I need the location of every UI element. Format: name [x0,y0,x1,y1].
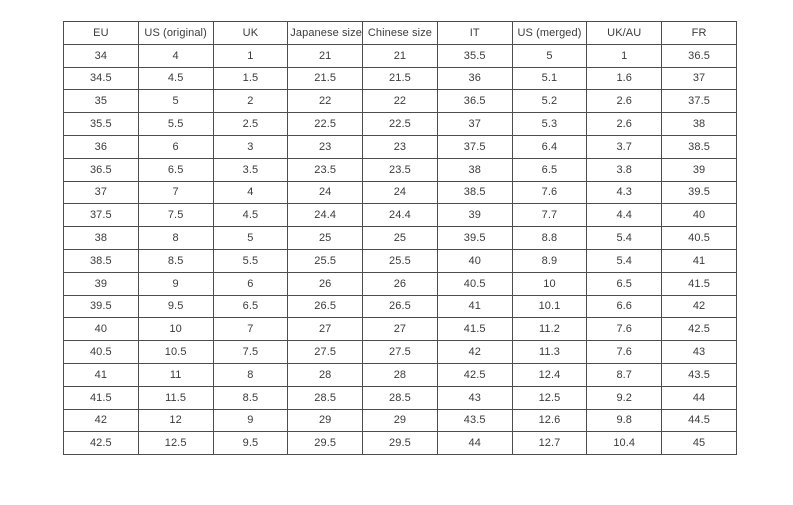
table-cell: 5.5 [138,113,213,136]
table-cell: 8 [138,227,213,250]
table-cell: 3.5 [213,158,288,181]
table-cell: 5.3 [512,113,587,136]
table-cell: 5 [512,44,587,67]
table-cell: 39 [437,204,512,227]
table-cell: 41 [64,363,139,386]
table-cell: 3.7 [587,135,662,158]
table-cell: 26.5 [363,295,438,318]
table-cell: 43 [662,341,737,364]
table-row [64,295,737,318]
table-cell: 39.5 [662,181,737,204]
table-cell: 41.5 [64,386,139,409]
table-cell: 40 [437,249,512,272]
table-cell: 35 [64,90,139,113]
table-cell: 6 [138,135,213,158]
table-cell: 27.5 [288,341,363,364]
table-cell: 21.5 [363,67,438,90]
table-row [64,341,737,364]
table-cell: 42.5 [64,432,139,455]
column-header: IT [437,22,512,45]
table-row [64,272,737,295]
table-cell: 4 [138,44,213,67]
table-cell: 40.5 [437,272,512,295]
table-cell: 40.5 [662,227,737,250]
table-cell: 8.5 [138,249,213,272]
table-cell: 38 [64,227,139,250]
table-cell: 21 [288,44,363,67]
table-cell: 9.2 [587,386,662,409]
table-cell: 6.4 [512,135,587,158]
table-cell: 38.5 [662,135,737,158]
table-cell: 39 [64,272,139,295]
table-cell: 34.5 [64,67,139,90]
table-cell: 34 [64,44,139,67]
table-row [64,44,737,67]
table-row [64,135,737,158]
table-cell: 1 [213,44,288,67]
table-cell: 22.5 [363,113,438,136]
table-cell: 36 [437,67,512,90]
table-cell: 43.5 [437,409,512,432]
table-cell: 44 [662,386,737,409]
table-cell: 5.4 [587,249,662,272]
table-cell: 39.5 [437,227,512,250]
table-row [64,204,737,227]
table-cell: 25 [288,227,363,250]
table-cell: 5 [138,90,213,113]
table-cell: 10 [138,318,213,341]
table-cell: 42.5 [437,363,512,386]
table-cell: 24.4 [363,204,438,227]
table-cell: 8.8 [512,227,587,250]
table-cell: 2.5 [213,113,288,136]
table-cell: 9 [213,409,288,432]
table-cell: 6.5 [587,272,662,295]
table-cell: 6.6 [587,295,662,318]
table-cell: 24.4 [288,204,363,227]
table-cell: 26 [363,272,438,295]
table-cell: 38.5 [437,181,512,204]
table-cell: 1.6 [587,67,662,90]
table-cell: 29.5 [363,432,438,455]
table-cell: 40.5 [64,341,139,364]
table-cell: 43 [437,386,512,409]
table-row [64,409,737,432]
header-row [64,22,737,45]
table-cell: 36 [64,135,139,158]
table-row [64,90,737,113]
table-cell: 12.5 [512,386,587,409]
table-cell: 29.5 [288,432,363,455]
table-cell: 42 [437,341,512,364]
table-cell: 3 [213,135,288,158]
table-cell: 41.5 [437,318,512,341]
table-cell: 5.1 [512,67,587,90]
table-cell: 2 [213,90,288,113]
table-cell: 25.5 [288,249,363,272]
table-cell: 9.5 [138,295,213,318]
column-header: EU [64,22,139,45]
table-cell: 11 [138,363,213,386]
table-cell: 6.5 [512,158,587,181]
table-cell: 4.5 [213,204,288,227]
table-cell: 8.7 [587,363,662,386]
table-cell: 44.5 [662,409,737,432]
table-cell: 36.5 [662,44,737,67]
table-cell: 7 [213,318,288,341]
table-cell: 28.5 [288,386,363,409]
table-row [64,249,737,272]
column-header: FR [662,22,737,45]
table-cell: 22 [288,90,363,113]
table-cell: 40 [662,204,737,227]
table-cell: 12.5 [138,432,213,455]
table-cell: 39.5 [64,295,139,318]
table-cell: 22 [363,90,438,113]
table-cell: 2.6 [587,90,662,113]
table-cell: 43.5 [662,363,737,386]
table-row [64,432,737,455]
table-cell: 12.6 [512,409,587,432]
table-cell: 39 [662,158,737,181]
table-cell: 41.5 [662,272,737,295]
table-cell: 21.5 [288,67,363,90]
table-row [64,158,737,181]
table-cell: 23.5 [363,158,438,181]
table-cell: 5.5 [213,249,288,272]
table-cell: 41 [437,295,512,318]
table-row [64,113,737,136]
table-row [64,67,737,90]
table-cell: 4.4 [587,204,662,227]
table-cell: 44 [437,432,512,455]
table-cell: 10 [512,272,587,295]
table-cell: 24 [363,181,438,204]
table-cell: 3.8 [587,158,662,181]
table-row [64,386,737,409]
table-cell: 38.5 [64,249,139,272]
table-cell: 35.5 [437,44,512,67]
column-header: Chinese size [363,22,438,45]
table-cell: 5.4 [587,227,662,250]
table-cell: 12.4 [512,363,587,386]
table-cell: 23 [363,135,438,158]
size-conversion-table [63,21,737,455]
table-cell: 4 [213,181,288,204]
table-header [64,22,737,45]
table-cell: 29 [363,409,438,432]
table-cell: 35.5 [64,113,139,136]
table-cell: 10.1 [512,295,587,318]
size-conversion-table-container [63,21,737,455]
table-cell: 8 [213,363,288,386]
table-cell: 1 [587,44,662,67]
table-cell: 38 [437,158,512,181]
table-cell: 25 [363,227,438,250]
table-cell: 12.7 [512,432,587,455]
table-row [64,181,737,204]
table-cell: 11.5 [138,386,213,409]
table-cell: 40 [64,318,139,341]
table-cell: 9 [138,272,213,295]
table-cell: 22.5 [288,113,363,136]
table-row [64,318,737,341]
table-cell: 9.5 [213,432,288,455]
table-cell: 11.3 [512,341,587,364]
table-cell: 7.6 [512,181,587,204]
table-cell: 2.6 [587,113,662,136]
table-cell: 21 [363,44,438,67]
table-cell: 36.5 [64,158,139,181]
column-header: Japanese size [288,22,363,45]
column-header: UK [213,22,288,45]
table-cell: 7.5 [138,204,213,227]
column-header: US (original) [138,22,213,45]
table-cell: 23 [288,135,363,158]
column-header: UK/AU [587,22,662,45]
table-cell: 38 [662,113,737,136]
table-cell: 4.5 [138,67,213,90]
table-cell: 12 [138,409,213,432]
table-cell: 45 [662,432,737,455]
table-cell: 37 [662,67,737,90]
table-cell: 29 [288,409,363,432]
table-cell: 10.5 [138,341,213,364]
table-row [64,363,737,386]
table-cell: 10.4 [587,432,662,455]
table-cell: 37.5 [437,135,512,158]
table-cell: 27 [363,318,438,341]
table-cell: 36.5 [437,90,512,113]
table-cell: 4.3 [587,181,662,204]
table-cell: 37.5 [662,90,737,113]
table-cell: 5 [213,227,288,250]
table-cell: 28 [363,363,438,386]
table-cell: 26 [288,272,363,295]
table-cell: 37 [437,113,512,136]
table-cell: 8.5 [213,386,288,409]
table-cell: 37.5 [64,204,139,227]
table-cell: 26.5 [288,295,363,318]
table-cell: 24 [288,181,363,204]
table-body [64,44,737,454]
table-cell: 8.9 [512,249,587,272]
table-cell: 7.6 [587,318,662,341]
table-cell: 41 [662,249,737,272]
table-cell: 7.7 [512,204,587,227]
table-cell: 28.5 [363,386,438,409]
column-header: US (merged) [512,22,587,45]
table-cell: 23.5 [288,158,363,181]
table-cell: 6.5 [138,158,213,181]
table-cell: 25.5 [363,249,438,272]
table-cell: 27.5 [363,341,438,364]
table-cell: 42.5 [662,318,737,341]
table-cell: 5.2 [512,90,587,113]
table-cell: 7.5 [213,341,288,364]
table-cell: 37 [64,181,139,204]
table-cell: 42 [662,295,737,318]
table-cell: 11.2 [512,318,587,341]
table-cell: 7.6 [587,341,662,364]
table-cell: 28 [288,363,363,386]
table-row [64,227,737,250]
table-cell: 27 [288,318,363,341]
table-cell: 9.8 [587,409,662,432]
table-cell: 6 [213,272,288,295]
table-cell: 6.5 [213,295,288,318]
table-cell: 42 [64,409,139,432]
table-cell: 1.5 [213,67,288,90]
table-cell: 7 [138,181,213,204]
